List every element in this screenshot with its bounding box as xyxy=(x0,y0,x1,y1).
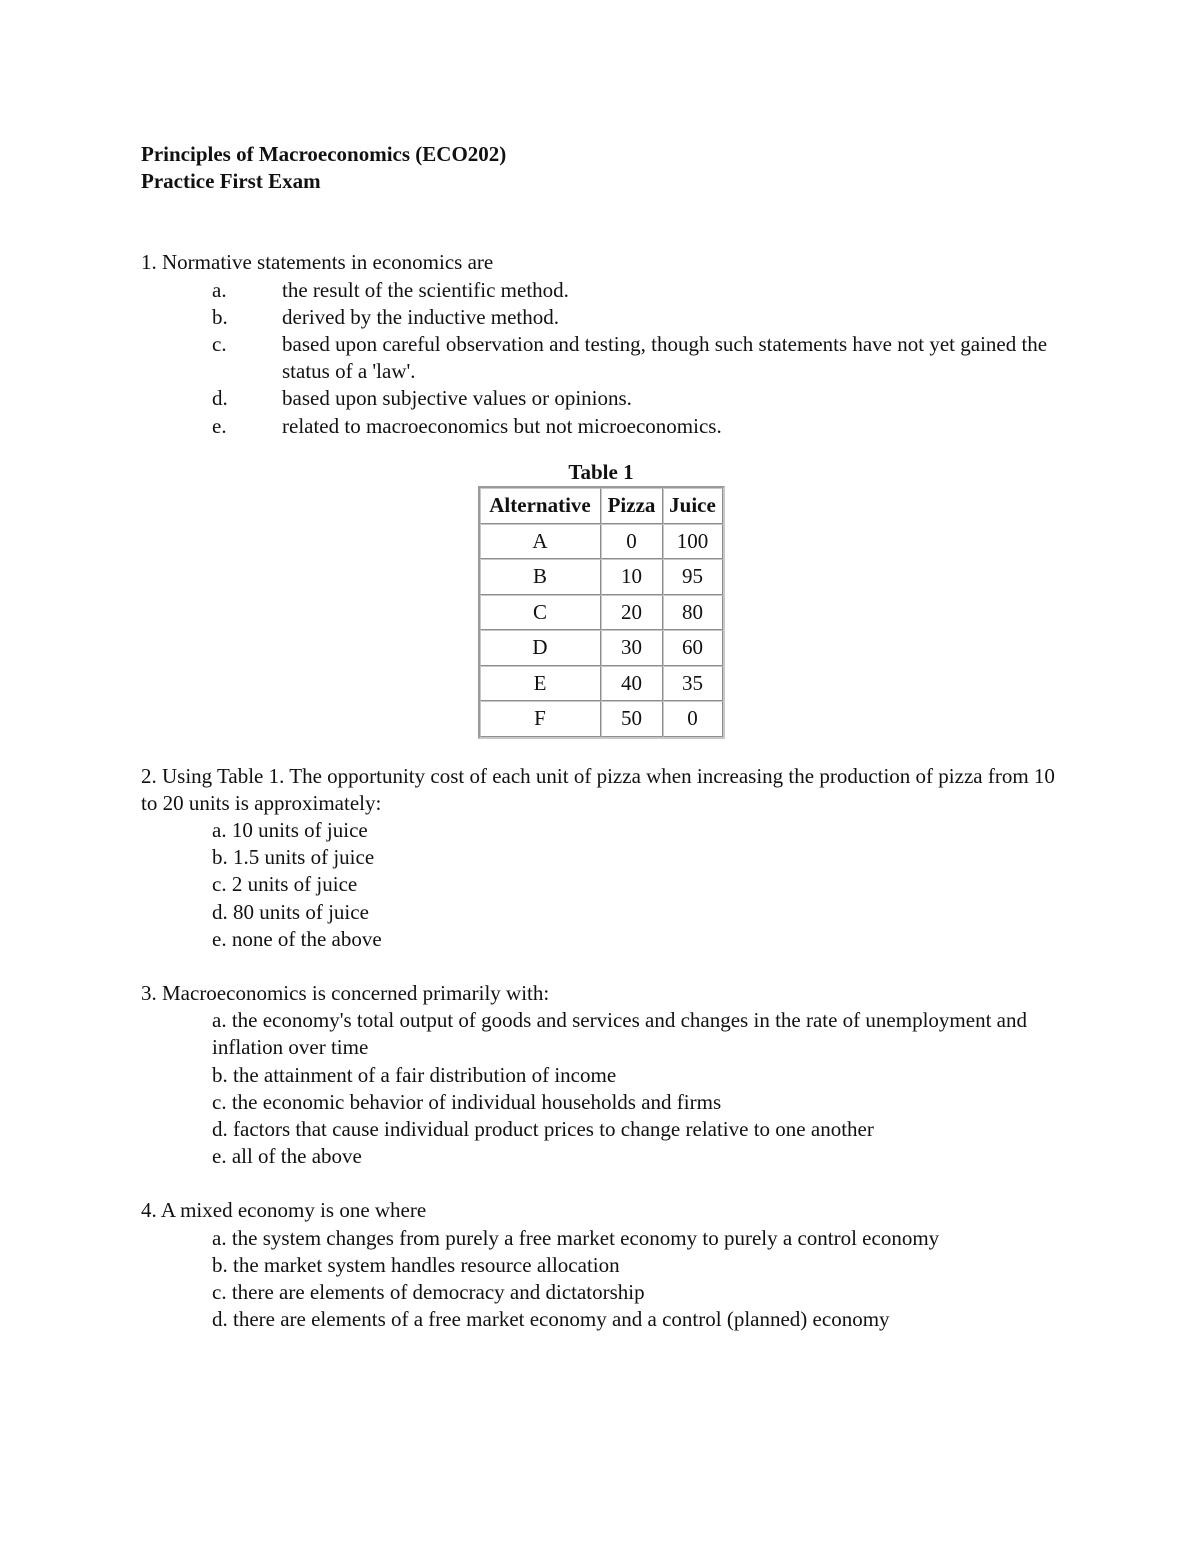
cell-juice: 35 xyxy=(663,666,723,702)
question-3 xyxy=(141,980,1061,1170)
cell-alternative: B xyxy=(480,559,601,595)
answer-option-a: a. the system changes from purely a free market economy to purely a control economy xyxy=(212,1225,940,1250)
answer-option-b: b. the market system handles resource allocation xyxy=(212,1252,620,1277)
cell-juice: 95 xyxy=(663,559,723,595)
table-row xyxy=(480,524,723,560)
question-4 xyxy=(141,1197,1061,1333)
cell-alternative: A xyxy=(480,524,601,560)
answer-option-d xyxy=(212,385,1061,412)
cell-juice: 100 xyxy=(663,524,723,560)
table-header-row xyxy=(480,488,723,524)
table-caption: Table 1 xyxy=(568,459,634,484)
answer-option-d: d. there are elements of a free market economy and a control (planned) economy xyxy=(212,1307,890,1332)
table-row xyxy=(480,559,723,595)
option-text: based upon careful observation and testing, though such statements have not yet gained the status of a 'law'. xyxy=(282,332,1048,384)
question-2 xyxy=(141,763,1061,953)
table-row xyxy=(480,595,723,631)
cell-alternative: E xyxy=(480,666,601,702)
cell-pizza: 30 xyxy=(601,630,663,666)
answer-option-e xyxy=(212,413,1061,440)
answer-option-c: c. 2 units of juice xyxy=(212,872,358,897)
column-header-juice: Juice xyxy=(663,488,723,524)
answer-option-c: c. there are elements of democracy and dictatorship xyxy=(212,1279,645,1304)
option-letter: c. xyxy=(212,332,227,357)
answer-option-b: b. the attainment of a fair distribution of income xyxy=(212,1062,617,1087)
course-title: Principles of Macroeconomics (ECO202) xyxy=(141,142,507,166)
answer-option-d: d. factors that cause individual product prices to change relative to one another xyxy=(212,1116,874,1141)
answer-option-b: b. 1.5 units of juice xyxy=(212,845,375,870)
cell-juice: 0 xyxy=(663,701,723,737)
cell-alternative: C xyxy=(480,595,601,631)
cell-pizza: 10 xyxy=(601,559,663,595)
cell-pizza: 0 xyxy=(601,524,663,560)
answer-option-a: a. 10 units of juice xyxy=(212,817,368,842)
option-text: based upon subjective values or opinions. xyxy=(282,386,632,411)
column-header-pizza: Pizza xyxy=(601,488,663,524)
table-1 xyxy=(141,459,1061,739)
exam-title: Practice First Exam xyxy=(141,169,321,194)
cell-juice: 80 xyxy=(663,595,723,631)
answer-option-e: e. all of the above xyxy=(212,1144,362,1169)
answer-option-c xyxy=(212,331,1061,385)
table-row xyxy=(480,701,723,737)
cell-pizza: 50 xyxy=(601,701,663,737)
cell-alternative: D xyxy=(480,630,601,666)
answer-option-a xyxy=(212,277,1061,304)
option-letter: b. xyxy=(212,304,228,329)
table-row xyxy=(480,630,723,666)
exam-page xyxy=(141,141,1061,1360)
answer-option-a: a. the economy's total output of goods and services and changes in the rate of unemployment and inflation over time xyxy=(212,1008,1027,1060)
question-1 xyxy=(141,249,1061,439)
cell-pizza: 20 xyxy=(601,595,663,631)
question-stem: 1. Normative statements in economics are xyxy=(141,250,494,275)
production-table xyxy=(478,486,725,739)
option-letter: e. xyxy=(212,413,227,438)
cell-juice: 60 xyxy=(663,630,723,666)
column-header-alternative: Alternative xyxy=(480,488,601,524)
cell-alternative: F xyxy=(480,701,601,737)
answer-option-c: c. the economic behavior of individual households and firms xyxy=(212,1089,722,1114)
answer-option-b xyxy=(212,304,1061,331)
table-row xyxy=(480,666,723,702)
option-text: related to macroeconomics but not microeconomics. xyxy=(282,413,722,438)
option-letter: a. xyxy=(212,277,227,302)
question-stem: 3. Macroeconomics is concerned primarily with: xyxy=(141,980,550,1005)
exam-header xyxy=(141,141,1061,195)
answer-option-e: e. none of the above xyxy=(212,926,382,951)
option-letter: d. xyxy=(212,386,228,411)
cell-pizza: 40 xyxy=(601,666,663,702)
option-text: derived by the inductive method. xyxy=(282,304,560,329)
question-stem: 4. A mixed economy is one where xyxy=(141,1198,427,1223)
answer-option-d: d. 80 units of juice xyxy=(212,899,369,924)
question-stem: 2. Using Table 1. The opportunity cost of each unit of pizza when increasing the production of pizza from 10 to 20 units is approximately: xyxy=(141,763,1055,815)
option-text: the result of the scientific method. xyxy=(282,277,569,302)
